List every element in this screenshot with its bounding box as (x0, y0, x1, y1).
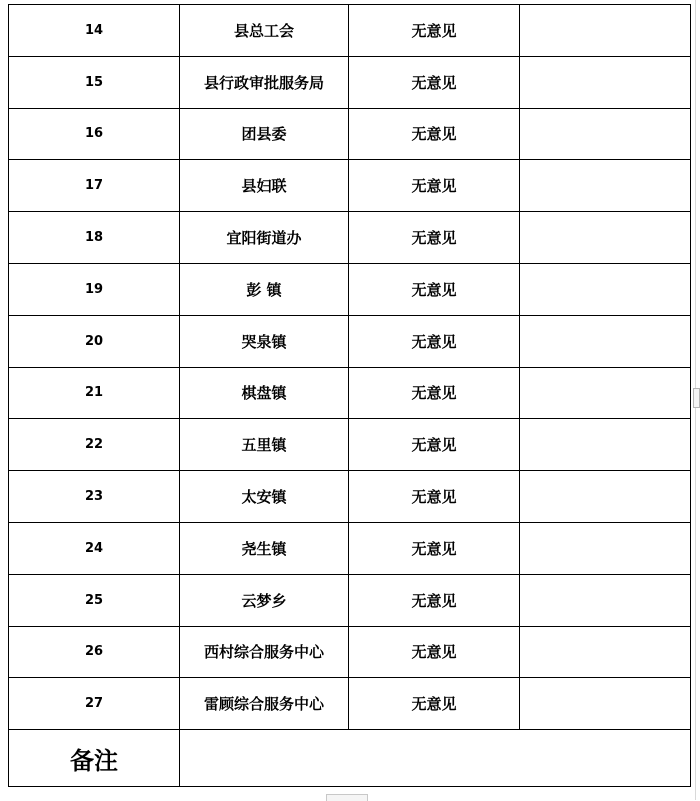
table-row (9, 108, 691, 160)
remark-row (9, 730, 691, 787)
opinion-cell: 无意见 (349, 419, 520, 471)
feedback-table (8, 4, 691, 787)
opinion-cell: 无意见 (349, 212, 520, 264)
unit-name-cell: 哭泉镇 (180, 315, 349, 367)
note-cell (520, 160, 691, 212)
table-row (9, 263, 691, 315)
table-row (9, 574, 691, 626)
unit-name-cell: 棋盘镇 (180, 367, 349, 419)
row-number-cell: 16 (9, 108, 180, 160)
table-row (9, 419, 691, 471)
note-cell (520, 315, 691, 367)
opinion-cell: 无意见 (349, 263, 520, 315)
row-number-cell: 26 (9, 626, 180, 678)
row-number-cell: 14 (9, 5, 180, 57)
unit-name-cell: 太安镇 (180, 471, 349, 523)
note-cell (520, 574, 691, 626)
note-cell (520, 56, 691, 108)
row-number-cell: 21 (9, 367, 180, 419)
note-cell (520, 419, 691, 471)
opinion-cell: 无意见 (349, 626, 520, 678)
remark-label-cell: 备注 (9, 730, 180, 787)
unit-name-cell: 县总工会 (180, 5, 349, 57)
unit-name-cell: 雷顾综合服务中心 (180, 678, 349, 730)
table-row (9, 522, 691, 574)
opinion-cell: 无意见 (349, 108, 520, 160)
note-cell (520, 471, 691, 523)
row-number-cell: 25 (9, 574, 180, 626)
unit-name-cell: 团县委 (180, 108, 349, 160)
row-number-cell: 27 (9, 678, 180, 730)
table-row (9, 315, 691, 367)
note-cell (520, 5, 691, 57)
opinion-cell: 无意见 (349, 160, 520, 212)
row-number-cell: 20 (9, 315, 180, 367)
table-row (9, 5, 691, 57)
opinion-cell: 无意见 (349, 56, 520, 108)
table-row (9, 626, 691, 678)
row-number-cell: 15 (9, 56, 180, 108)
table-row (9, 367, 691, 419)
row-number-cell: 23 (9, 471, 180, 523)
note-cell (520, 263, 691, 315)
opinion-cell: 无意见 (349, 678, 520, 730)
unit-name-cell: 县妇联 (180, 160, 349, 212)
row-number-cell: 17 (9, 160, 180, 212)
table-row (9, 212, 691, 264)
unit-name-cell: 西村综合服务中心 (180, 626, 349, 678)
note-cell (520, 212, 691, 264)
table-row (9, 160, 691, 212)
table-body (9, 5, 691, 787)
opinion-cell: 无意见 (349, 5, 520, 57)
note-cell (520, 367, 691, 419)
unit-name-cell: 宜阳街道办 (180, 212, 349, 264)
table-row (9, 471, 691, 523)
row-number-cell: 22 (9, 419, 180, 471)
page-edge-handle[interactable] (693, 388, 700, 408)
note-cell (520, 626, 691, 678)
opinion-cell: 无意见 (349, 574, 520, 626)
unit-name-cell: 云梦乡 (180, 574, 349, 626)
table-row (9, 678, 691, 730)
unit-name-cell: 县行政审批服务局 (180, 56, 349, 108)
opinion-cell: 无意见 (349, 471, 520, 523)
opinion-cell: 无意见 (349, 367, 520, 419)
note-cell (520, 108, 691, 160)
note-cell (520, 678, 691, 730)
row-number-cell: 24 (9, 522, 180, 574)
opinion-cell: 无意见 (349, 315, 520, 367)
unit-name-cell: 五里镇 (180, 419, 349, 471)
table-row (9, 56, 691, 108)
row-number-cell: 18 (9, 212, 180, 264)
unit-name-cell: 尧生镇 (180, 522, 349, 574)
remark-content-cell (180, 730, 691, 787)
note-cell (520, 522, 691, 574)
row-number-cell: 19 (9, 263, 180, 315)
unit-name-cell: 彭 镇 (180, 263, 349, 315)
opinion-cell: 无意见 (349, 522, 520, 574)
